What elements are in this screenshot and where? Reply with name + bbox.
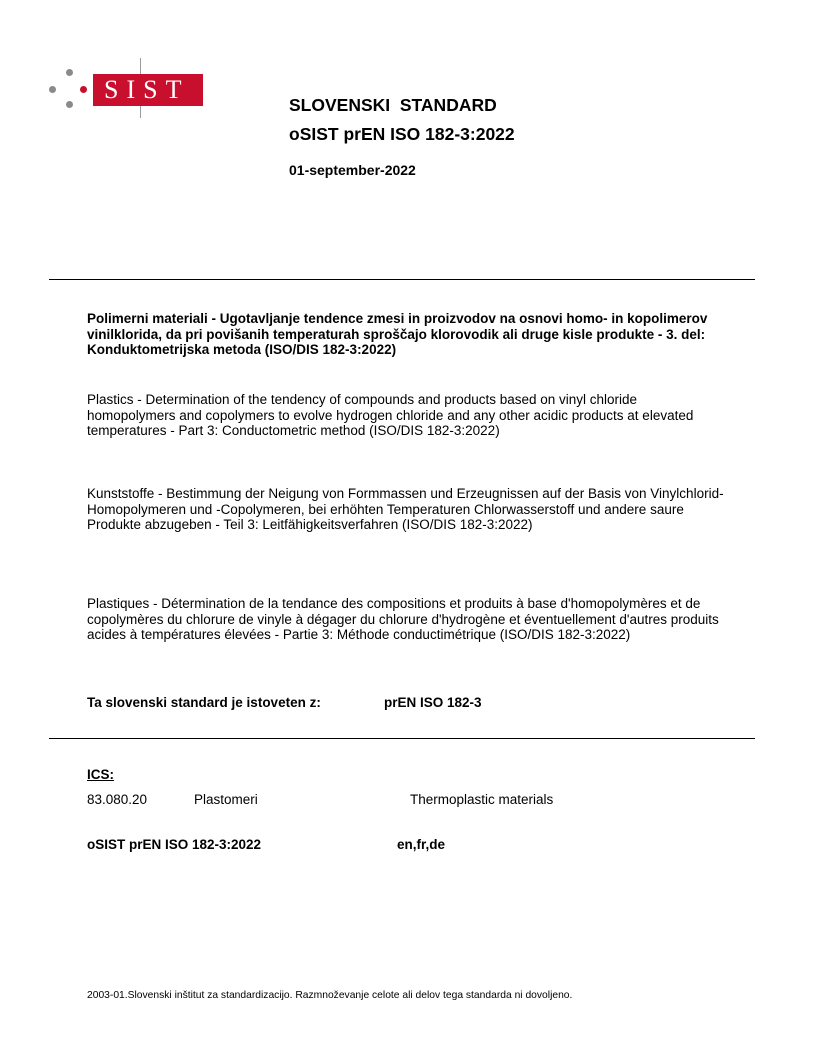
- title-french: Plastiques - Détermination de la tendance des compositions et produits à base d'homopolymères et de copolymères du chlorure de vinyle à dégager du chlorure d'hydrogène et éventuellement d'autres produits acides à températures élevées - Partie 3: Méthode conductimétrique (ISO/DIS 182-3:2022): [87, 596, 719, 642]
- ics-name-english: Thermoplastic materials: [410, 792, 554, 807]
- ics-name-slovenian: Plastomeri: [194, 792, 258, 807]
- title-english: Plastics - Determination of the tendency of compounds and products based on vinyl chloride homopolymers and copolymers to evolve hydrogen chloride and any other acidic products at elevated temperatures - Part 3: Conductometric method (ISO/DIS 182-3:2022): [87, 392, 694, 438]
- logo-dot: [66, 69, 73, 76]
- top-divider: [49, 279, 755, 280]
- logo-wordmark: SIST: [93, 74, 203, 106]
- bottom-divider: [49, 738, 755, 739]
- document-languages: en,fr,de: [397, 837, 446, 852]
- logo-dot: [49, 86, 56, 93]
- logo-dot: [80, 86, 87, 93]
- equivalence-label: Ta slovenski standard je istoveten z:: [87, 695, 321, 710]
- logo-dot: [66, 101, 73, 108]
- standard-type-title: SLOVENSKI STANDARD: [289, 95, 497, 115]
- title-german: Kunststoffe - Bestimmung der Neigung von Formmassen und Erzeugnissen auf der Basis von Vinylchlorid-Homopolymeren und -Copolymeren, bei erhöhten Temperaturen Chlorwasserstoff und andere saure Produkte abzugeben - Teil 3: Leitfähigkeitsverfahren (ISO/DIS 182-3:2022): [87, 486, 724, 532]
- standard-number-title: oSIST prEN ISO 182-3:2022: [289, 124, 515, 144]
- publication-date: 01-september-2022: [289, 162, 416, 178]
- ics-label: ICS:: [87, 767, 114, 782]
- equivalence-value: prEN ISO 182-3: [384, 695, 482, 710]
- ics-code: 83.080.20: [87, 792, 148, 807]
- title-slovenian: Polimerni materiali - Ugotavljanje tendence zmesi in proizvodov na osnovi homo- in kopolimerov vinilklorida, da pri povišanih temperaturah sproščajo klorovodik ali druge kisle produkte - 3. del: Konduktometrijska metoda (ISO/DIS 182-3:2022): [87, 311, 708, 357]
- document-reference: oSIST prEN ISO 182-3:2022: [87, 837, 262, 852]
- copyright-footer: 2003-01.Slovenski inštitut za standardizacijo. Razmnoževanje celote ali delov tega standarda ni dovoljeno.: [87, 990, 573, 1001]
